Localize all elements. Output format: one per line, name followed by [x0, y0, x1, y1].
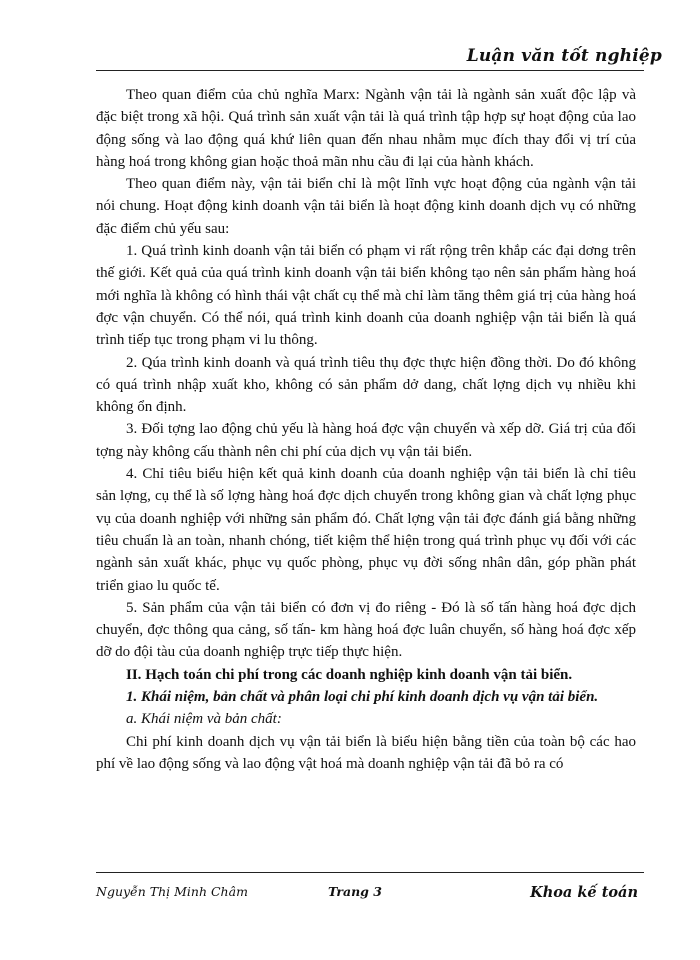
footer-department: Khoa kế toán — [530, 884, 638, 901]
footer-author: Nguyễn Thị Minh Châm — [96, 884, 248, 899]
section-heading — [96, 664, 636, 686]
header-title: Luận văn tốt nghiệp — [466, 46, 662, 66]
paragraph-definition: Chi phí kinh doanh dịch vụ vận tải biển là biểu hiện bằng tiền của toàn bộ các hao phí về lao động sống và lao động vật hoá mà doanh nghiệp vận tải đã bỏ ra có — [96, 733, 636, 772]
section-heading-text: Hạch toán chi phí trong các doanh nghiệp kinh doanh vận tải biển. — [145, 666, 573, 683]
header-divider — [96, 70, 644, 71]
list-item-1: 1. Quá trình kinh doanh vận tải biển có phạm vi rất rộng trên khắp các đại dơng trên thế giới. Kết quả của quá trình kinh doanh vận tải biển không tạo nên sản phẩm hàng hoá mới nghĩa là không có hình thái vật chất cụ thể mà chỉ làm tăng thêm giá trị của hàng hoá đợc vận chuyển. Có thể nói, quá trình kinh doanh của doanh nghiệp vận tải biển là quá trình tiếp tục trong phạm vi lu thông. — [96, 243, 636, 349]
subheading-a: a. Khái niệm và bản chất: — [126, 711, 282, 728]
page-content — [96, 84, 636, 775]
paragraph-marx: Theo quan điểm của chủ nghĩa Marx: Ngành vận tải là ngành sản xuất độc lập và đặc biệt trong xã hội. Quá trình sản xuất vận tải là quá trình tập hợp sự hoạt động của lao động sống và lao động quá khứ liên quan đến nhau nhằm mục đích thay đổi vị trí của hàng hoá trong không gian hoặc thoả mãn nhu cầu đi lại của hành khách. — [96, 87, 636, 170]
footer — [96, 884, 644, 908]
section-heading-number: II. — [126, 666, 142, 683]
list-item-3: 3. Đối tợng lao động chủ yếu là hàng hoá đợc vận chuyển và xếp dỡ. Giá trị của đối tợng này không cấu thành nên chi phí của dịch vụ vận tải biển. — [96, 421, 636, 460]
list-item-4: 4. Chỉ tiêu biểu hiện kết quả kinh doanh của doanh nghiệp vận tải biển là chỉ tiêu sản lợng, cụ thể là số lợng hàng hoá đợc dịch chuyển trong không gian và chất lợng phục vụ của doanh nghiệp với những sản phẩm đó. Chất lợng vận tải đợc đánh giá bằng những tiêu chuẩn là an toàn, nhanh chóng, tiết kiệm thể hiện trong quá trình phục vụ đối với các ngành sản xuất khác, phục vụ quốc phòng, phục vụ đời sống nhân dân, góp phần phát triển giao lu quốc tế. — [96, 466, 636, 594]
subheading-1: 1. Khái niệm, bản chất và phân loại chi phí kinh doanh dịch vụ vận tải biển. — [126, 689, 599, 706]
footer-page-number: Trang 3 — [328, 884, 382, 899]
list-item-5: 5. Sản phẩm của vận tải biển có đơn vị đo riêng - Đó là số tấn hàng hoá đợc dịch chuyển, đợc thông qua cảng, số tấn- km hàng hoá đợc luân chuyển, số hàng hoá đợc xếp dỡ do đội tàu của doanh nghiệp trực tiếp thực hiện. — [96, 599, 636, 661]
list-item-2: 2. Qúa trình kinh doanh và quá trình tiêu thụ đợc thực hiện đồng thời. Do đó không có quá trình nhập xuất kho, không có sản phẩm dở dang, chất lợng dịch vụ nhiều khi không ổn định. — [96, 354, 636, 416]
footer-divider — [96, 872, 644, 873]
paragraph-viewpoint: Theo quan điểm này, vận tải biển chỉ là một lĩnh vực hoạt động của ngành vận tải nói chung. Hoạt động kinh doanh vận tải biển là hoạt động kinh doanh dịch vụ có những đặc điểm chủ yếu sau: — [96, 176, 636, 237]
